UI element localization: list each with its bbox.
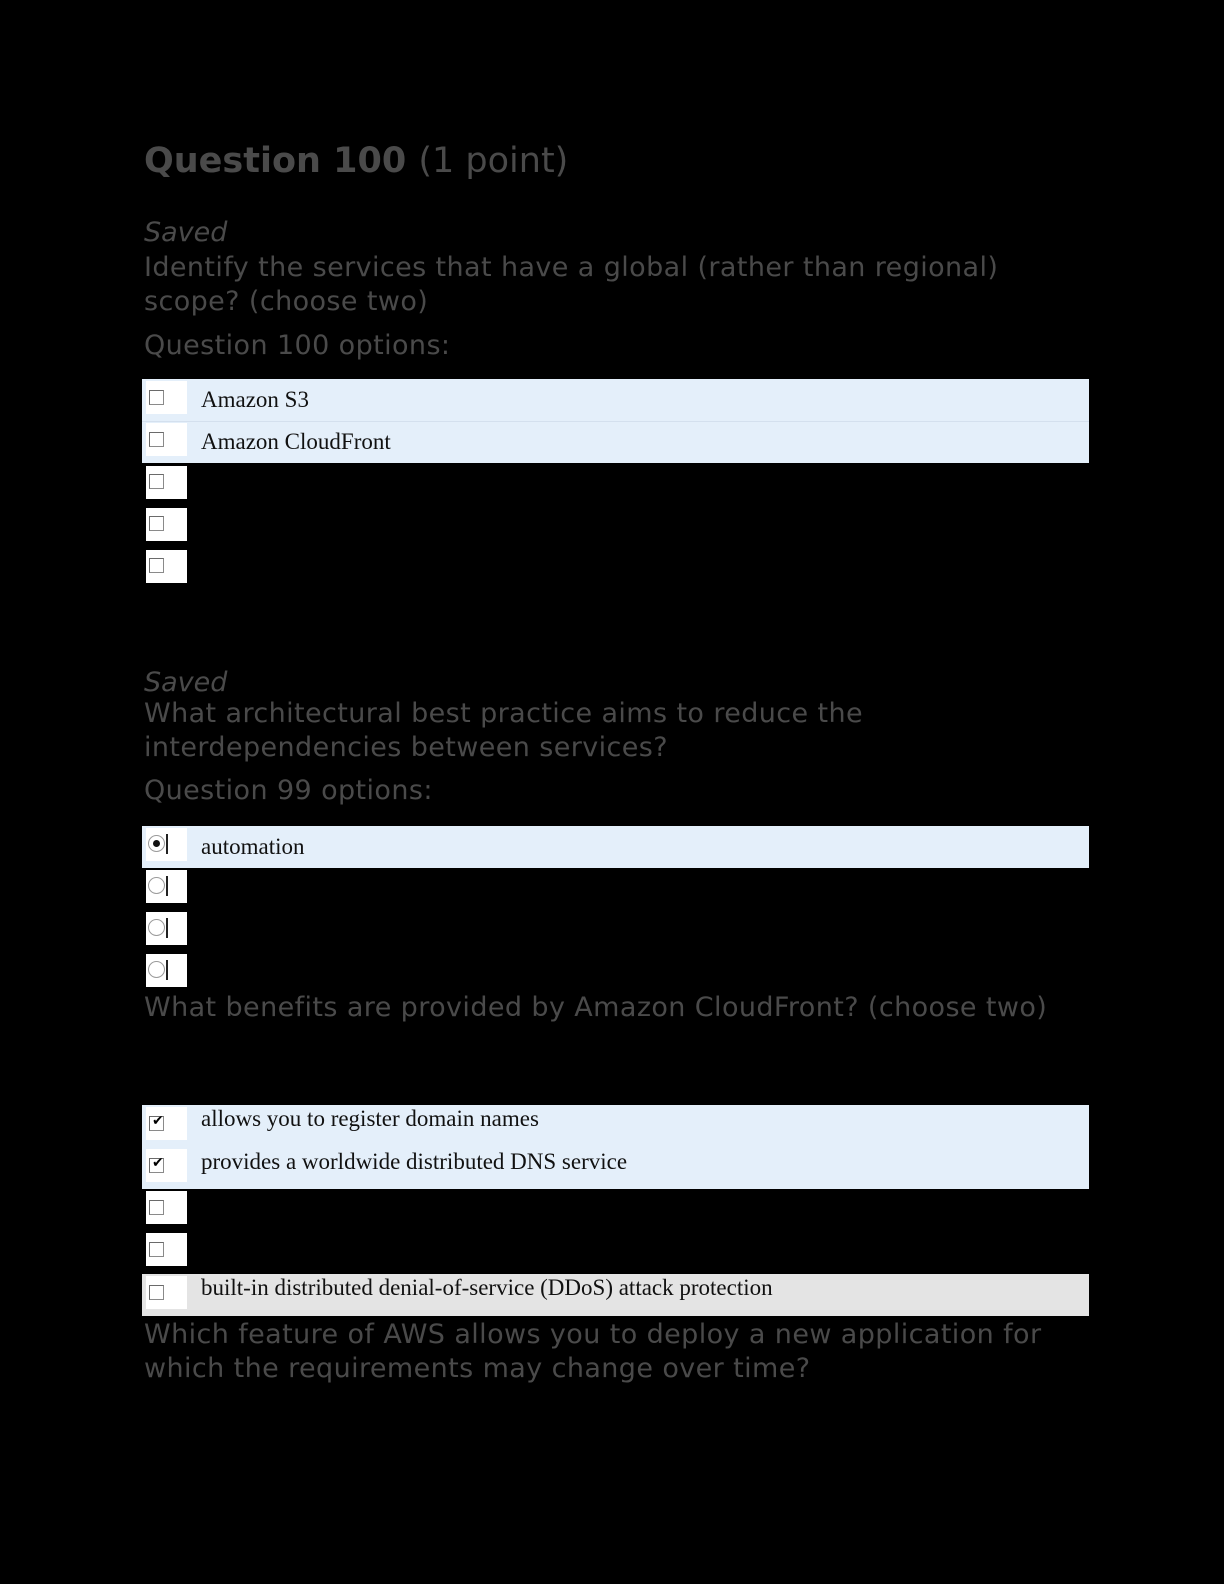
option-label[interactable]: Amazon S3 bbox=[201, 387, 309, 412]
checkbox-icon[interactable] bbox=[149, 558, 164, 573]
text-cursor bbox=[166, 834, 168, 854]
radio-selected-dot bbox=[153, 840, 160, 847]
checkbox-icon[interactable] bbox=[149, 1113, 164, 1131]
checkmark-icon: ✔ bbox=[152, 1155, 164, 1171]
checkbox-icon[interactable] bbox=[149, 1155, 164, 1173]
checkbox-icon[interactable] bbox=[149, 1242, 164, 1257]
question-99-options-label: Question 99 options: bbox=[144, 775, 433, 806]
checkbox-icon[interactable] bbox=[149, 1285, 164, 1300]
saved-status: Saved bbox=[144, 217, 228, 248]
question-number: Question 100 bbox=[144, 141, 407, 181]
question-100-title bbox=[144, 141, 568, 181]
question-97-text: Which feature of AWS allows you to deploy a new application for which the requirements may change over time? bbox=[144, 1319, 1042, 1384]
checkbox-icon[interactable] bbox=[149, 474, 164, 489]
question-100-text: Identify the services that have a global (rather than regional) scope? (choose two) bbox=[144, 252, 999, 317]
checkmark-icon: ✔ bbox=[152, 1113, 164, 1129]
radio-button-icon[interactable] bbox=[148, 919, 165, 936]
question-points: (1 point) bbox=[418, 141, 569, 181]
checkbox-icon[interactable] bbox=[149, 1200, 164, 1215]
checkbox-icon[interactable] bbox=[149, 390, 164, 405]
question-100-options-label: Question 100 options: bbox=[144, 330, 451, 361]
checkbox-icon[interactable] bbox=[149, 432, 164, 447]
option-label[interactable]: built-in distributed denial-of-service (DDoS) attack protection bbox=[201, 1275, 773, 1300]
option-label[interactable]: provides a worldwide distributed DNS service bbox=[201, 1149, 628, 1174]
option-label[interactable]: Amazon CloudFront bbox=[201, 429, 391, 454]
radio-button-icon[interactable] bbox=[148, 877, 165, 894]
question-99-text: What architectural best practice aims to reduce the interdependencies between services? bbox=[144, 698, 864, 763]
question-98-text: What benefits are provided by Amazon CloudFront? (choose two) bbox=[144, 992, 1048, 1023]
option-label[interactable]: automation bbox=[201, 834, 305, 859]
radio-button-icon[interactable] bbox=[148, 835, 165, 852]
saved-status: Saved bbox=[144, 667, 228, 698]
text-cursor bbox=[166, 960, 168, 980]
text-cursor bbox=[166, 918, 168, 938]
text-cursor bbox=[166, 876, 168, 896]
option-label[interactable]: allows you to register domain names bbox=[201, 1106, 539, 1131]
checkbox-icon[interactable] bbox=[149, 516, 164, 531]
radio-button-icon[interactable] bbox=[148, 961, 165, 978]
